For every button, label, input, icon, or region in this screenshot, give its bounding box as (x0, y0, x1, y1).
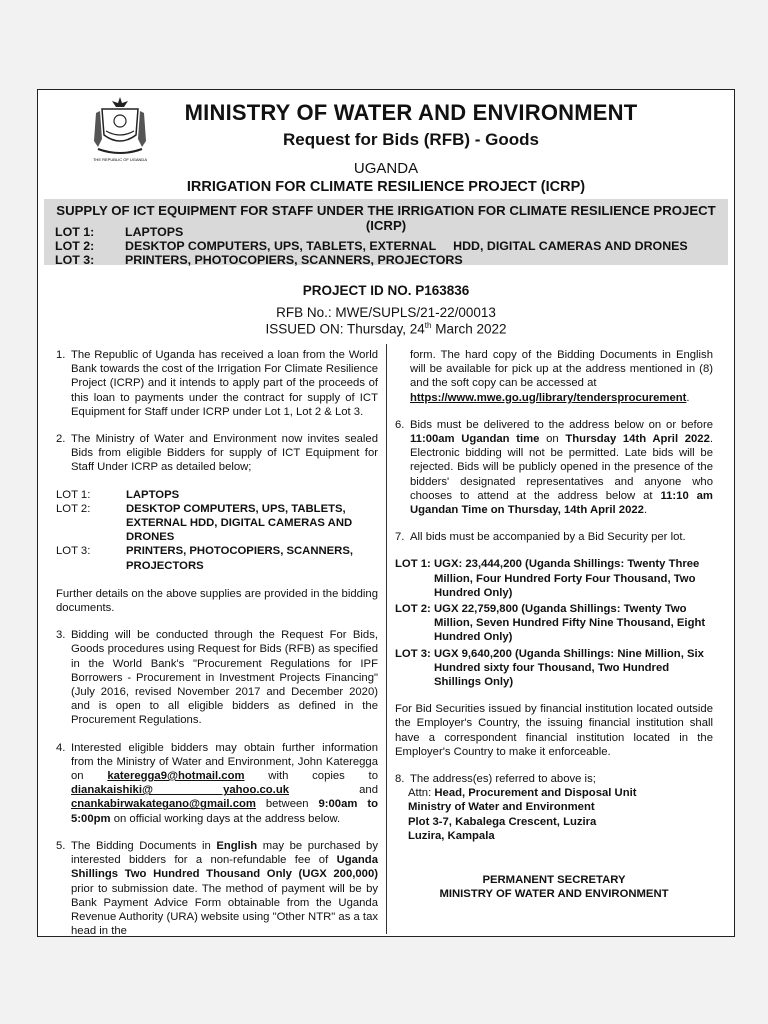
ministry-title: MINISTRY OF WATER AND ENVIRONMENT (184, 100, 638, 125)
banner-lot: LOT 3: PRINTERS, PHOTOCOPIERS, SCANNERS, PROJECTORS (55, 253, 463, 267)
banner-title: SUPPLY OF ICT EQUIPMENT FOR STAFF UNDER THE IRRIGATION FOR CLIMATE RESILIENCE PROJECT (ICRP) (56, 203, 716, 233)
paragraph-1: 1. The Republic of Uganda has received a loan from the World Bank towards the cost of the Irrigation For Climate Resilience Project (ICRP) and it intends to apply part of the proceeds of this loan to payments under the contract for supply of ICT Equipment for Staff under ICRP under Lot 1, Lot 2 & Lot 3. (56, 349, 378, 418)
supply-banner (44, 199, 728, 265)
lot-list (56, 488, 378, 573)
paragraph-8: 8. The address(es) referred to above is; (395, 773, 596, 786)
lot-item: LOT 2: DESKTOP COMPUTERS, UPS, TABLETS, EXTERNAL HDD, DIGITAL CAMERAS AND DRONES (56, 502, 353, 544)
further-details: Further details on the above supplies are provided in the bidding documents. (56, 587, 378, 615)
address-block: Attn: Head, Procurement and Disposal Unit Ministry of Water and Environment Plot 3-7, Kabalega Crescent, Luzira Luzira, Kampala (408, 787, 637, 842)
rfb-title: Request for Bids (RFB) - Goods (283, 130, 539, 149)
email-link[interactable]: dianakaishiki@ yahoo.co.uk (71, 784, 290, 797)
foreign-security-note: For Bid Securities issued by financial institution located outside the Employer's Country, the issuing financial institution shall have a correspondent financial institution located in the Employer's Country to make it enforceable. (395, 703, 713, 758)
paragraph-6: 6. Bids must be delivered to the address below on or before 11:00am Ugandan time on Thursday 14th April 2022. Electronic bidding will not be permitted. Late bids will be rejected. Bids will be publicly opened in the presence of the bidders' designated representatives and anyone who chooses to attend at the address below at 11:10 am Ugandan Time on Thursday, 14th April 2022. (395, 418, 714, 517)
paragraph-7: 7. All bids must be accompanied by a Bid Security per lot. (395, 531, 686, 544)
right-column (395, 348, 713, 901)
left-column (56, 348, 378, 951)
bid-security-item: LOT 3: UGX 9,640,200 (Uganda Shillings: Nine Million, Six Hundred sixty four Thousand, Two Hundred Shillings Only) (395, 647, 704, 689)
paragraph-5: 5. The Bidding Documents in English may be purchased by interested bidders for a non-refundable fee of Uganda Shillings Two Hundred Thousand Only (UGX 200,000) prior to submission date. The method of payment will be by Bank Payment Advice Form obtainable from the Uganda Revenue Authority (URA) website using "Other NTR" as a tax head in the (56, 839, 378, 938)
tender-link[interactable]: https://www.mwe.go.ug/library/tendersprocurement (410, 391, 687, 404)
rfb-number: RFB No.: MWE/SUPLS/21-22/00013 (276, 305, 496, 320)
project-name: IRRIGATION FOR CLIMATE RESILIENCE PROJECT (ICRP) (186, 179, 586, 195)
column-divider (386, 344, 387, 934)
paragraph-3: 3. Bidding will be conducted through the Request For Bids, Goods procedures using Request for Bids (RFB) as specified in the World Bank's "Procurement Regulations for IPF Borrowers - Procurement in Investment Projects Financing" (July 2016, revised November 2017 and December 2020) and is open to all eligible bidders as defined in the Procurement Regulations. (56, 629, 378, 727)
issued-date: ISSUED ON: Thursday, 24th March 2022 (265, 321, 507, 337)
banner-lot: LOT 2: DESKTOP COMPUTERS, UPS, TABLETS, EXTERNAL HDD, DIGITAL CAMERAS AND DRONES (55, 239, 688, 253)
banner-lot-list (55, 225, 688, 267)
paragraph-2: 2. The Ministry of Water and Environment now invites sealed Bids from eligible Bidders for supply of ICT Equipment for Staff Under ICRP as detailed below; (56, 433, 378, 474)
bid-security-item: LOT 1: UGX: 23,444,200 (Uganda Shillings: Twenty Three Million, Four Hundred Forty Four Thousand, Two Hundred Only) (395, 558, 700, 599)
paragraph-4: 4. Interested eligible bidders may obtain further information from the Ministry of Water and Environment, John Kateregga on kateregga9@hotmail.com with copies to dianakaishiki@ yahoo.co.uk and cnankabirwakategano@gmail.com between 9:00am to 5:00pm on official working days at the address below. (56, 741, 378, 825)
crest-caption: THE REPUBLIC OF UGANDA (92, 157, 148, 162)
lot-item: LOT 3: PRINTERS, PHOTOCOPIERS, SCANNERS, PROJECTORS (56, 545, 354, 572)
bid-security-item: LOT 2: UGX 22,759,800 (Uganda Shillings: Twenty Two Million, Seven Hundred Fifty Nine Thousand, Eight Hundred Only) (395, 603, 706, 644)
project-id: PROJECT ID NO. P163836 (302, 283, 470, 298)
signature-block: PERMANENT SECRETARY MINISTRY OF WATER AND ENVIRONMENT (439, 874, 669, 901)
bid-security-list (395, 557, 713, 689)
banner-lot: LOT 1: LAPTOPS (55, 225, 184, 239)
paragraph-5-continued: form. The hard copy of the Bidding Documents in English will be available for pick up at the address mentioned in (8) and the soft copy can be accessed at https://www.mwe.go.ug/library/tendersprocurement. (410, 349, 713, 404)
country-name: UGANDA (353, 160, 419, 177)
lot-item: LOT 1: LAPTOPS (56, 488, 180, 501)
email-link[interactable]: cnankabirwakategano@gmail.com (71, 798, 256, 811)
advert-frame (37, 89, 735, 937)
email-link[interactable]: kateregga9@hotmail.com (107, 770, 245, 783)
